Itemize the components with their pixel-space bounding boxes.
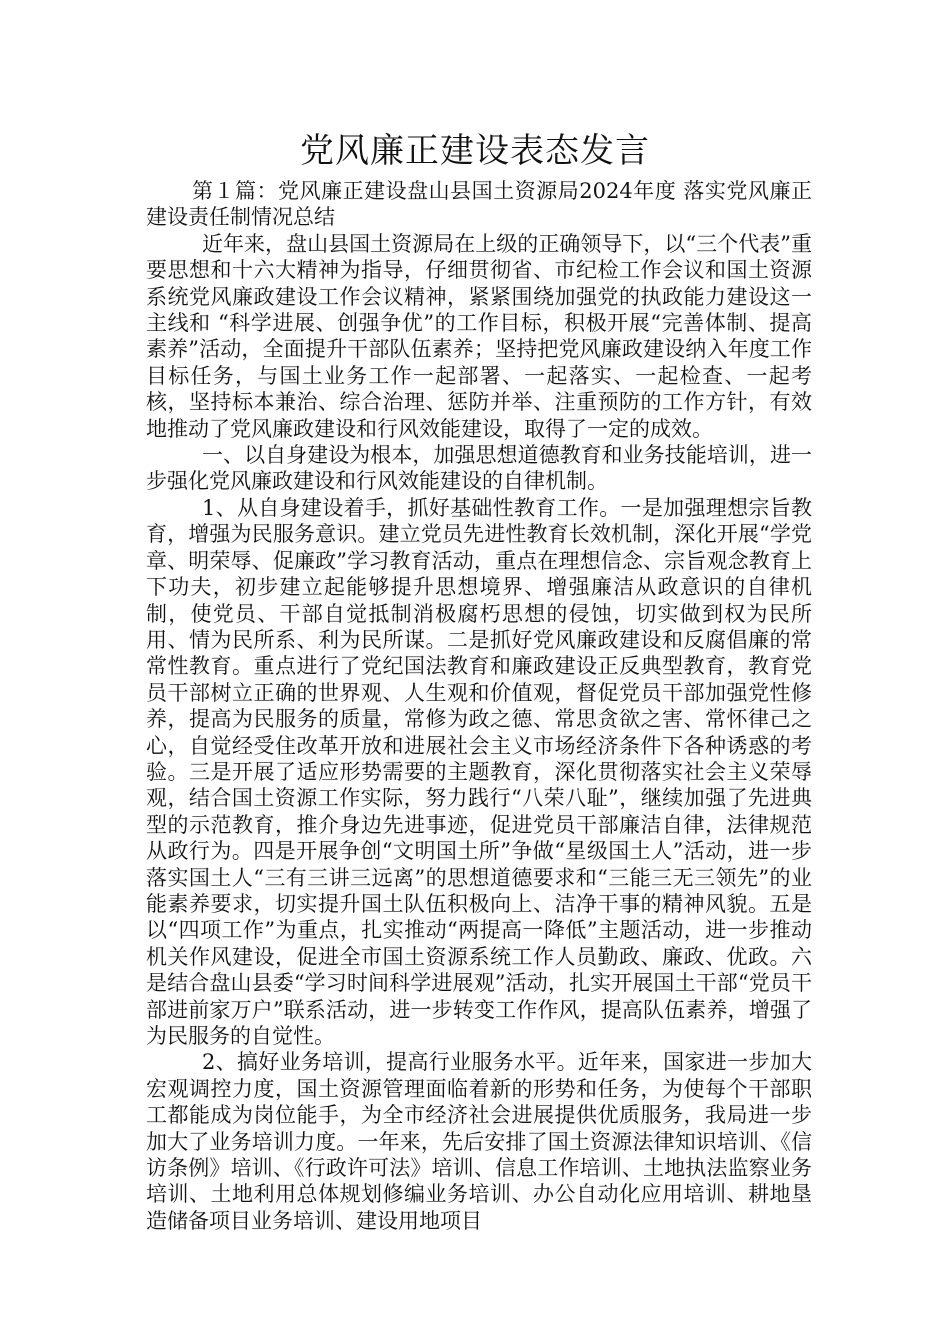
section-paragraph-2: 2、搞好业务培训，提高行业服务水平。近年来，国家进一步加大宏观调控力度，国土资源管理面临着新的形势和任务，为使每个干部职工都能成为岗位能手，为全市经济社会进展提供优质服务，我局进一步加大了业务培训力度。一年来，先后安排了国土资源法律知识培训、《信访条例》培训、《行政许可法》培训、信息工作培训、土地执法监察业务培训、土地利用总体规划修编业务培训、办公自动化应用培训、耕地垦造储备项目业务培训、建设用地项目 — [146, 1050, 812, 1233]
document-title: 党风廉正建设表态发言 — [300, 131, 650, 171]
document-subtitle: 第１篇：党风廉正建设盘山县国土资源局2024年度 落实党风廉正建设责任制情况总结 — [146, 179, 812, 230]
section-paragraph-1: 1、从自身建设着手，抓好基础性教育工作。一是加强理想宗旨教育，增强为民服务意识。建立党员先进性教育长效机制，深化开展“学党章、明荣辱、促廉政”学习教育活动，重点在理想信念、宗旨观念教育上下功夫，初步建立起能够提升思想境界、增强廉洁从政意识的自律机制，使党员、干部自觉抵制消极腐朽思想的侵蚀，切实做到权为民所用、情为民所系、利为民所谋。二是抓好党风廉政建设和反腐倡廉的常常性教育。重点进行了党纪国法教育和廉政建设正反典型教育，教育党员干部树立正确的世界观、人生观和价值观，督促党员干部加强党性修养，提高为民服务的质量，常修为政之德、常思贪欲之害、常怀律己之心，自觉经受住改革开放和进展社会主义市场经济条件下各种诱惑的考验。三是开展了适应形势需要的主题教育，深化贯彻落实社会主义荣辱观，结合国土资源工作实际，努力践行“八荣八耻”，继续加强了先进典型的示范教育，推介身边先进事迹，促进党员干部廉洁自律，法律规范从政行为。四是开展争创“文明国土所”争做“星级国土人”活动，进一步落实国土人“三有三讲三远离”的思想道德要求和“三能三无三领先”的业能素养要求，切实提升国土队伍积极向上、洁净干事的精神风貌。五是以“四项工作”为重点，扎实推动“两提高一降低”主题活动，进一步推动机关作风建设，促进全市国土资源系统工作人员勤政、廉政、优政。六是结合盘山县委“学习时间科学进展观”活动，扎实开展国土干部“党员干部进前家万户”联系活动，进一步转变工作作风，提高队伍素养，增强了为民服务的自觉性。 — [146, 495, 812, 1048]
intro-paragraph: 近年来，盘山县国土资源局在上级的正确领导下，以“三个代表”重要思想和十六大精神为指导，仔细贯彻省、市纪检工作会议和国土资源系统党风廉政建设工作会议精神，紧紧围绕加强党的执政能力建设这一主线和 “科学进展、创强争优”的工作目标，积极开展“完善体制、提高素养”活动，全面提升干部队伍素养；坚持把党风廉政建设纳入年度工作目标任务，与国土业务工作一起部署、一起落实、一起检查、一起考核，坚持标本兼治、综合治理、惩防并举、注重预防的工作方针，有效地推动了党风廉政建设和行风效能建设，取得了一定的成效。 — [146, 231, 812, 441]
document-body — [146, 178, 812, 1234]
section-heading-1: 一、以自身建设为根本，加强思想道德教育和业务技能培训，进一步强化党风廉政建设和行风效能建设的自律机制。 — [146, 443, 812, 494]
